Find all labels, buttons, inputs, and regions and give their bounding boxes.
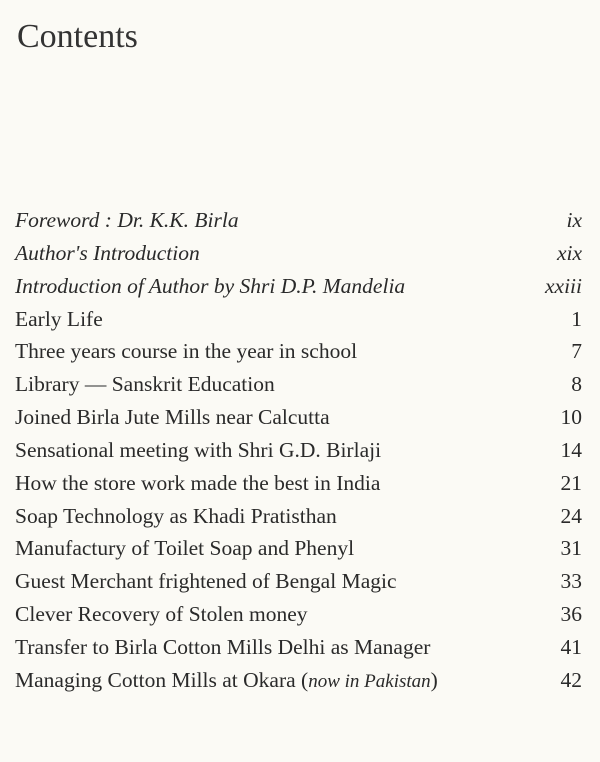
toc-entry bbox=[15, 471, 582, 504]
entry-page: 8 bbox=[571, 372, 582, 397]
entry-title: Three years course in the year in school bbox=[15, 339, 358, 364]
table-of-contents bbox=[15, 208, 582, 701]
entry-page: 41 bbox=[560, 634, 582, 659]
entry-title-italic: now in Pakistan bbox=[308, 670, 431, 692]
toc-entry bbox=[15, 307, 582, 340]
toc-entry bbox=[15, 668, 582, 701]
entry-page: xix bbox=[556, 240, 582, 265]
toc-entry bbox=[15, 274, 582, 307]
entry-title: Clever Recovery of Stolen money bbox=[15, 602, 308, 627]
entry-page: xxiii bbox=[544, 273, 582, 298]
entry-title: Manufactury of Toilet Soap and Phenyl bbox=[15, 536, 355, 561]
entry-title: Joined Birla Jute Mills near Calcutta bbox=[15, 405, 330, 430]
entry-title-end: ) bbox=[430, 667, 438, 692]
toc-entry bbox=[15, 372, 582, 405]
entry-page: 10 bbox=[560, 405, 582, 430]
entry-title: Sensational meeting with Shri G.D. Birlaji bbox=[15, 437, 382, 462]
entry-page: 21 bbox=[560, 470, 582, 495]
entry-title: Soap Technology as Khadi Pratisthan bbox=[15, 503, 337, 528]
entry-title: How the store work made the best in India bbox=[15, 470, 381, 495]
entry-title: Library — Sanskrit Education bbox=[15, 372, 275, 397]
toc-entry bbox=[15, 536, 582, 569]
entry-page: 31 bbox=[560, 536, 582, 561]
toc-entry bbox=[15, 438, 582, 471]
toc-entry bbox=[15, 208, 582, 241]
entry-title: Foreword : Dr. K.K. Birla bbox=[15, 208, 239, 232]
entry-page: 42 bbox=[560, 667, 582, 692]
toc-entry bbox=[15, 405, 582, 438]
entry-page: 7 bbox=[571, 339, 582, 364]
entry-page: 36 bbox=[560, 602, 582, 627]
toc-entry bbox=[15, 569, 582, 602]
entry-page: 14 bbox=[560, 437, 582, 462]
entry-title bbox=[15, 668, 438, 693]
entry-title-main: Managing Cotton Mills at Okara ( bbox=[15, 667, 309, 692]
entry-title: Transfer to Birla Cotton Mills Delhi as Manager bbox=[15, 634, 431, 659]
entry-page: 24 bbox=[560, 503, 582, 528]
entry-page: ix bbox=[566, 208, 582, 232]
entry-title: Introduction of Author by Shri D.P. Mandelia bbox=[15, 273, 406, 298]
entry-title: Guest Merchant frightened of Bengal Magic bbox=[15, 569, 397, 594]
entry-title: Author's Introduction bbox=[15, 240, 200, 265]
toc-entry bbox=[15, 504, 582, 537]
entry-title: Early Life bbox=[15, 306, 103, 331]
toc-entry bbox=[15, 339, 582, 372]
entry-page: 1 bbox=[571, 306, 582, 331]
toc-entry bbox=[15, 602, 582, 635]
page-title: Contents bbox=[17, 18, 138, 55]
entry-page: 33 bbox=[560, 569, 582, 594]
toc-entry bbox=[15, 241, 582, 274]
toc-entry bbox=[15, 635, 582, 668]
